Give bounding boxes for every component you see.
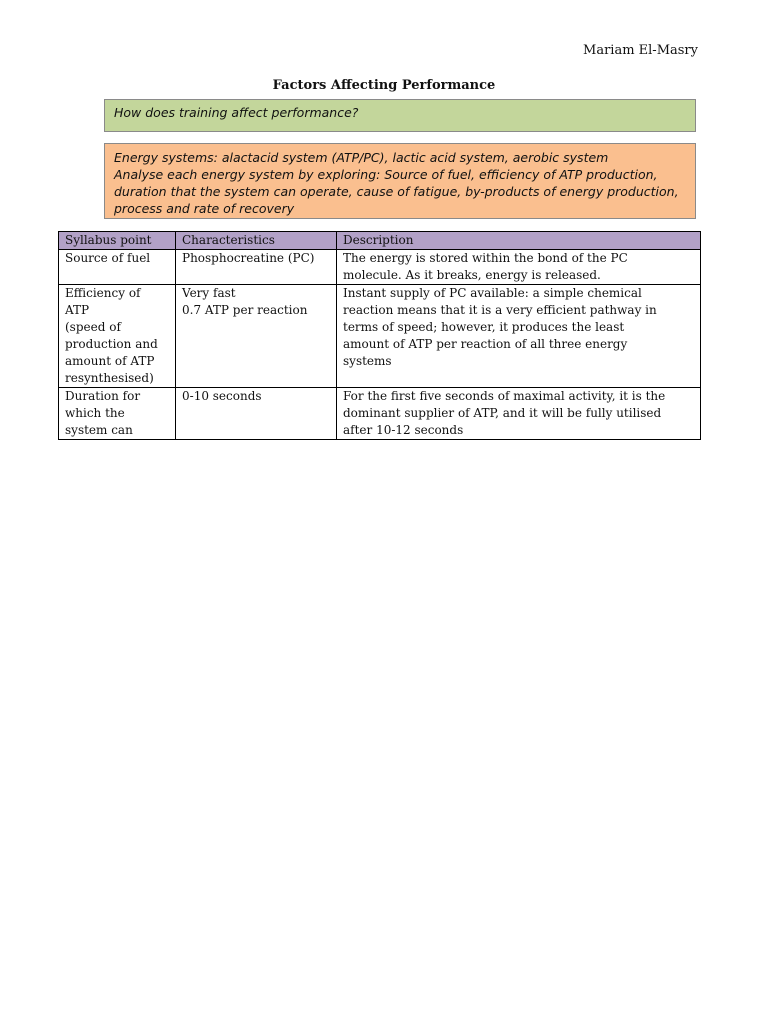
info-line: process and rate of recovery bbox=[114, 201, 295, 216]
syllabus-cell bbox=[59, 285, 176, 388]
syllabus-cell bbox=[59, 388, 176, 440]
cell-text: amount of ATP bbox=[65, 354, 155, 368]
cell-text: 0.7 ATP per reaction bbox=[182, 303, 308, 317]
table-row bbox=[59, 250, 701, 285]
cell-text: amount of ATP per reaction of all three energy bbox=[343, 337, 628, 351]
cell-text: dominant supplier of ATP, and it will be fully utilised bbox=[343, 406, 662, 420]
characteristics-cell bbox=[176, 388, 337, 440]
description-cell bbox=[337, 285, 701, 388]
cell-text: production and bbox=[65, 337, 158, 351]
characteristics-cell bbox=[176, 285, 337, 388]
characteristics-cell bbox=[176, 250, 337, 285]
energy-system-table bbox=[58, 231, 701, 440]
cell-text: Efficiency of bbox=[65, 286, 141, 300]
cell-text: Duration for bbox=[65, 389, 141, 403]
cell-text: reaction means that it is a very efficient pathway in bbox=[343, 303, 657, 317]
cell-text: terms of speed; however, it produces the least bbox=[343, 320, 625, 334]
description-cell bbox=[337, 250, 701, 285]
cell-text: ATP bbox=[65, 303, 90, 317]
syllabus-cell bbox=[59, 250, 176, 285]
cell-text: 0-10 seconds bbox=[182, 389, 262, 403]
info-line: Energy systems: alactacid system (ATP/PC), lactic acid system, aerobic system bbox=[114, 150, 609, 165]
header-characteristics: Characteristics bbox=[176, 232, 337, 250]
header-description: Description bbox=[337, 232, 701, 250]
cell-text: Very fast bbox=[182, 286, 236, 300]
cell-text: molecule. As it breaks, energy is released. bbox=[343, 268, 601, 282]
cell-text: resynthesised) bbox=[65, 371, 154, 385]
question-box bbox=[104, 99, 696, 132]
cell-text: Phosphocreatine (PC) bbox=[182, 251, 315, 265]
cell-text: For the first five seconds of maximal activity, it is the bbox=[343, 389, 666, 403]
info-line: Analyse each energy system by exploring: Source of fuel, efficiency of ATP production, bbox=[114, 167, 658, 182]
cell-text: after 10-12 seconds bbox=[343, 423, 464, 437]
question-text: How does training affect performance? bbox=[114, 105, 359, 120]
page-title: Factors Affecting Performance bbox=[272, 78, 496, 93]
cell-text: systems bbox=[343, 354, 392, 368]
table-row bbox=[59, 285, 701, 388]
author-name: Mariam El-Masry bbox=[583, 43, 698, 58]
cell-text: which the bbox=[65, 406, 125, 420]
table-row bbox=[59, 388, 701, 440]
info-box bbox=[104, 143, 696, 219]
header-syllabus-point: Syllabus point bbox=[59, 232, 176, 250]
table-header-row bbox=[59, 232, 701, 250]
cell-text: system can bbox=[65, 423, 133, 437]
info-line: duration that the system can operate, cause of fatigue, by-products of energy production, bbox=[114, 184, 679, 199]
cell-text: (speed of bbox=[65, 320, 121, 334]
cell-text: Source of fuel bbox=[65, 251, 151, 265]
cell-text: Instant supply of PC available: a simple chemical bbox=[343, 286, 642, 300]
description-cell bbox=[337, 388, 701, 440]
cell-text: The energy is stored within the bond of the PC bbox=[343, 251, 628, 265]
